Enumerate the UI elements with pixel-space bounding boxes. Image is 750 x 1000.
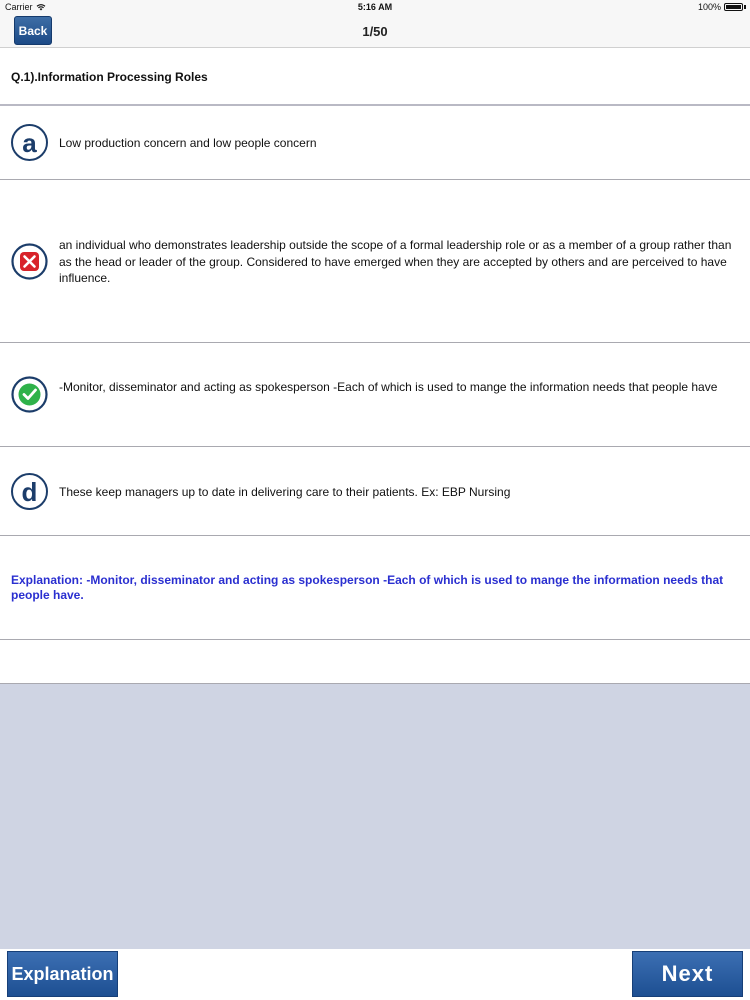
option-d-marker: d [11,473,48,510]
next-button[interactable]: Next [632,951,743,997]
status-time: 5:16 AM [357,2,393,12]
empty-row [0,640,750,684]
option-d-text: These keep managers up to date in delivering care to their patients. Ex: EBP Nursing [59,485,511,499]
explanation-block [0,536,750,640]
battery-tip [744,5,746,9]
nav-bar [0,14,750,48]
option-a-marker: a [11,124,48,161]
correct-answer-icon [11,376,48,413]
wrong-answer-icon [11,243,48,280]
content-background [0,684,750,949]
back-button[interactable]: Back [14,16,52,45]
battery-status [698,2,746,12]
explanation-button[interactable]: Explanation [7,951,118,997]
explanation-text: Explanation: -Monitor, disseminator and acting as spokesperson -Each of which is used to mange the information needs that people have. [11,573,724,602]
carrier-label: Carrier [5,2,33,12]
option-c[interactable] [0,343,750,447]
option-a[interactable] [0,106,750,180]
option-a-text: Low production concern and low people concern [59,136,317,150]
question-progress: 1/50 [362,24,388,39]
option-c-text: -Monitor, disseminator and acting as spokesperson -Each of which is used to mange the information needs that people have [59,380,718,394]
battery-percent: 100% [697,2,721,12]
status-bar [0,0,750,14]
battery-icon [724,3,743,11]
question-header [0,48,750,106]
option-b[interactable] [0,180,750,343]
bottom-bar [0,949,750,1000]
option-d[interactable] [0,447,750,536]
question-text: Q.1).Information Processing Roles [11,70,208,84]
option-b-text: an individual who demonstrates leadership outside the scope of a formal leadership role or as a member of a group rather than as the head or leader of the group. Considered to have emerged when they are accepted by others and are perceived to have influence. [59,238,732,285]
